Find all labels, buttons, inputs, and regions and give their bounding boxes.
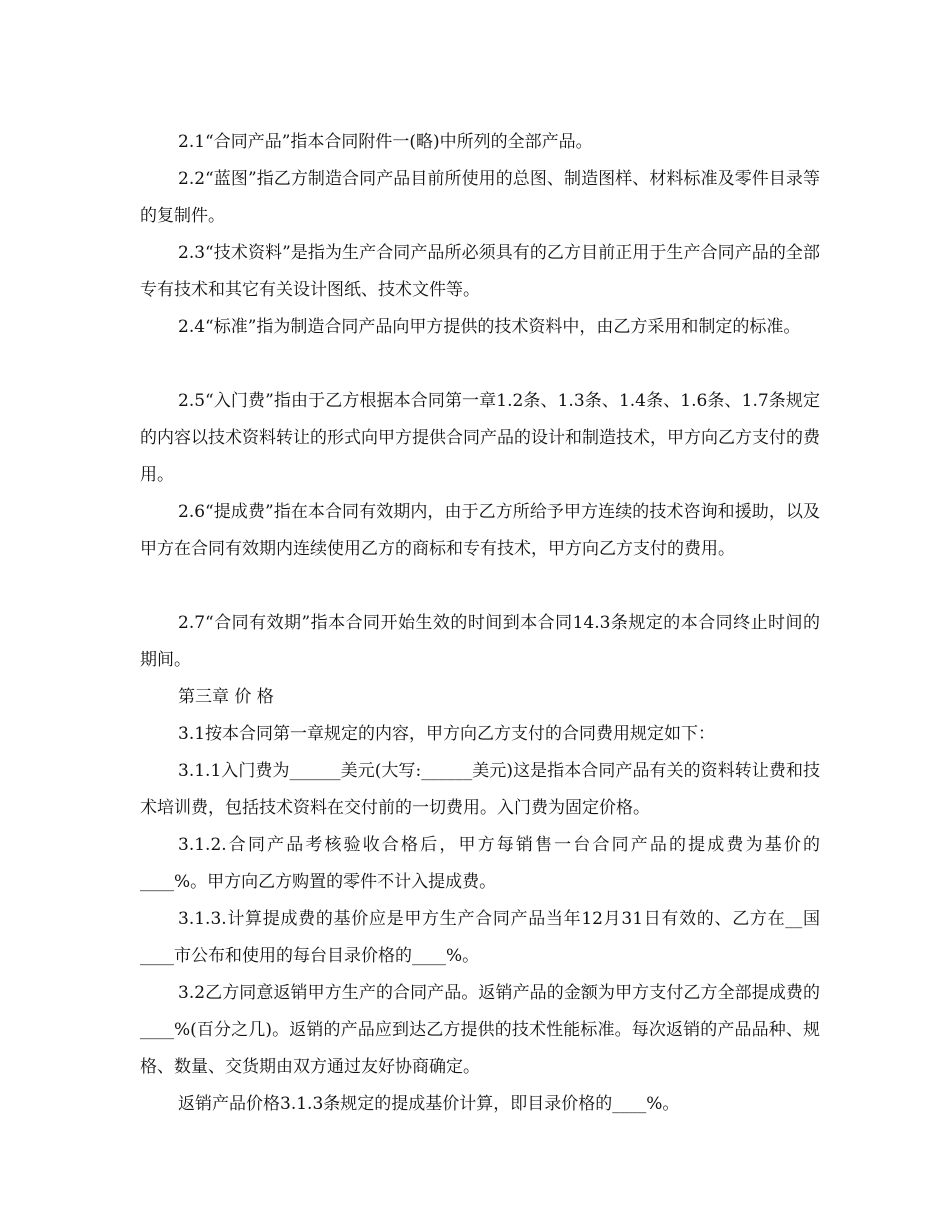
clause-2-3: 2.3“技术资料”是指为生产合同产品所必须具有的乙方目前正用于生产合同产品的全部专有技术和其它有关设计图纸、技术文件等。 [140, 243, 820, 300]
clause-3-1-2: 3.1.2.合同产品考核验收合格后，甲方每销售一台合同产品的提成费为基价的____%。甲方向乙方购置的零件不计入提成费。 [140, 835, 820, 892]
clause-3-1-3: 3.1.3.计算提成费的基价应是甲方生产合同产品当年12月31日有效的、乙方在__国____市公布和使用的每台目录价格的____%。 [140, 909, 820, 966]
clause-3-1-1: 3.1.1入门费为______美元(大写:______美元)这是指本合同产品有关的资料转让费和技术培训费，包括技术资料在交付前的一切费用。入门费为固定价格。 [140, 761, 820, 818]
clause-3-2: 3.2乙方同意返销甲方生产的合同产品。返销产品的金额为甲方支付乙方全部提成费的____%(百分之几)。返销的产品应到达乙方提供的技术性能标准。每次返销的产品品种、规格、数量、交货期由双方通过友好协商确定。 [140, 983, 820, 1077]
clause-2-2: 2.2“蓝图”指乙方制造合同产品目前所使用的总图、制造图样、材料标准及零件目录等的复制件。 [140, 169, 820, 226]
clause-3-1: 3.1按本合同第一章规定的内容，甲方向乙方支付的合同费用规定如下： [178, 724, 716, 744]
clause-2-4: 2.4“标准”指为制造合同产品向甲方提供的技术资料中，由乙方采用和制定的标准。 [178, 317, 801, 337]
clause-2-5: 2.5“入门费”指由于乙方根据本合同第一章1.2条、1.3条、1.4条、1.6条、1.7条规定的内容以技术资料转让的形式向甲方提供合同产品的设计和制造技术，甲方向乙方支付的费用。 [140, 391, 820, 485]
clause-2-7: 2.7“合同有效期”指本合同开始生效的时间到本合同14.3条规定的本合同终止时间的期间。 [140, 613, 820, 670]
clause-2-6: 2.6“提成费”指在本合同有效期内，由于乙方所给予甲方连续的技术咨询和援助，以及甲方在合同有效期内连续使用乙方的商标和专有技术，甲方向乙方支付的费用。 [140, 502, 820, 559]
clause-2-1: 2.1“合同产品”指本合同附件一(略)中所列的全部产品。 [178, 132, 593, 152]
chapter-3-heading: 第三章 价 格 [178, 687, 274, 707]
buyback-price-clause: 返销产品价格3.1.3条规定的提成基价计算，即目录价格的____%。 [178, 1094, 680, 1114]
